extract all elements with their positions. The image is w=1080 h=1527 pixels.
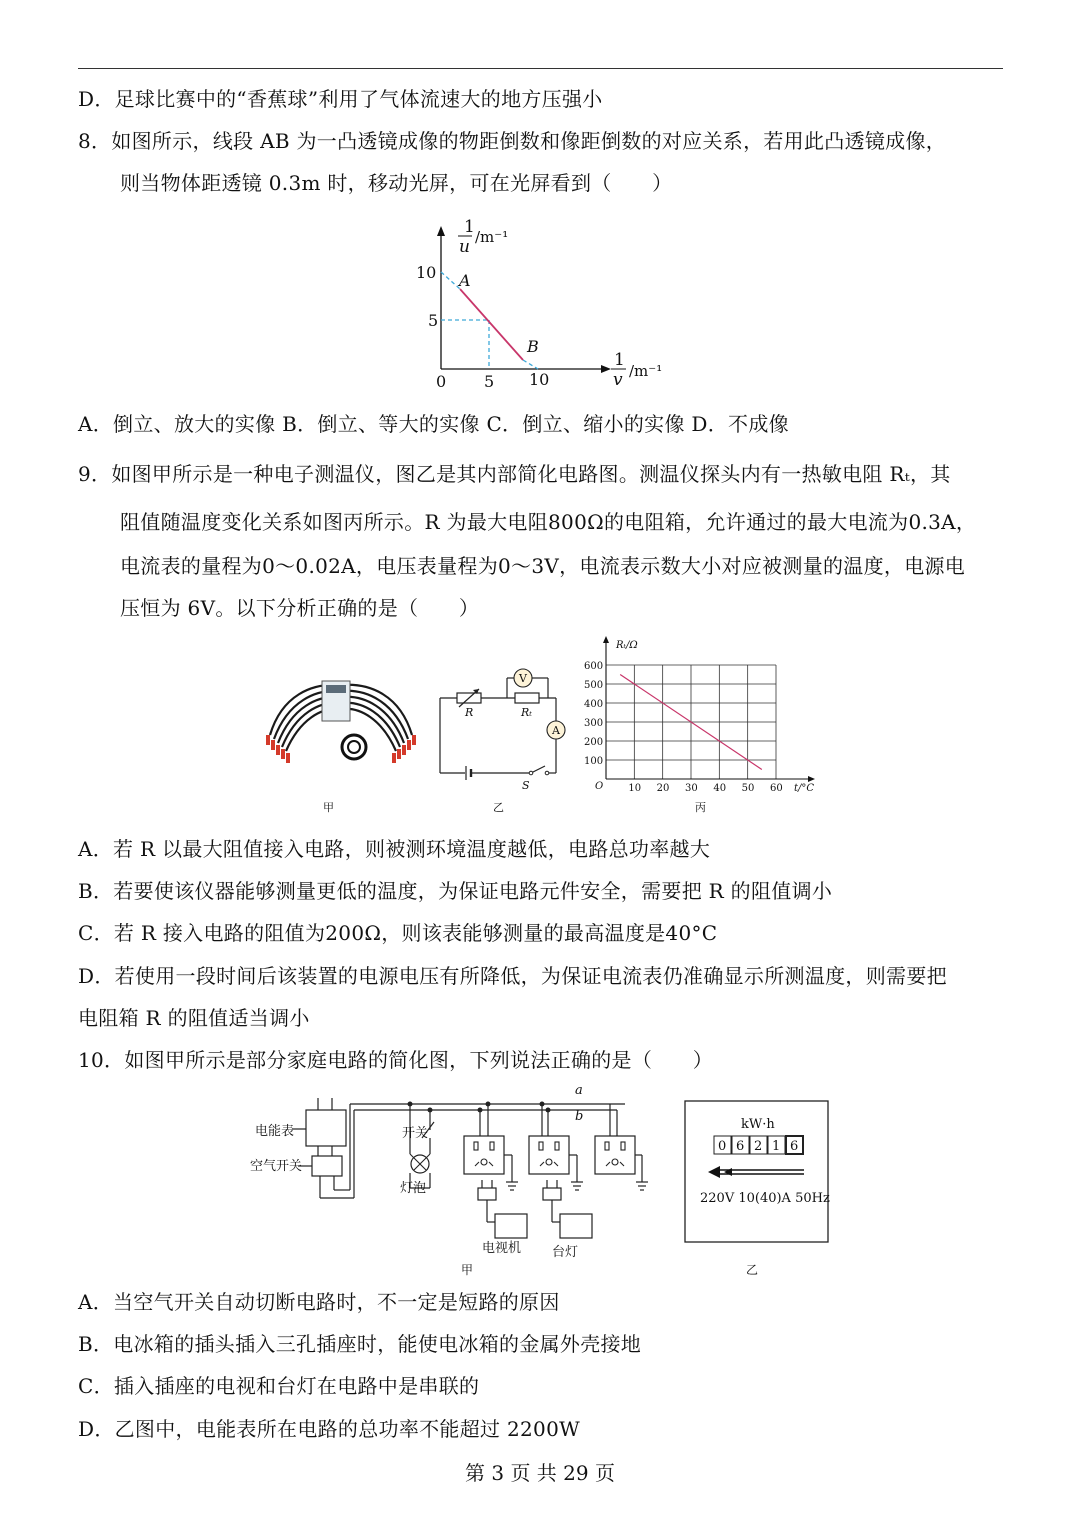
q9-option-c: C．若 R 接入电路的阻值为200Ω，则该表能够测量的最高温度是40°C [78, 921, 718, 945]
q10-option-d: D．乙图中，电能表所在电路的总功率不能超过 2200W [78, 1417, 580, 1441]
q9-option-a: A．若 R 以最大阻值接入电路，则被测环境温度越低，电路总功率越大 [78, 837, 711, 861]
breaker-label: 空气开关 [250, 1159, 303, 1174]
q9-circuit [435, 665, 575, 795]
y-axis-num: 1 [464, 217, 475, 237]
meter-unit: kW·h [741, 1117, 775, 1132]
meter-digit: 6 [790, 1139, 799, 1154]
energy-meter [684, 1100, 830, 1280]
q10-option-a: A．当空气开关自动切断电路时，不一定是短路的原因 [78, 1290, 560, 1314]
meter-digit: 1 [772, 1139, 781, 1154]
page-footer: 第 3 页 共 29 页 [465, 1461, 615, 1485]
origin-label: 0 [436, 372, 447, 391]
y-tick-label: 600 [584, 661, 604, 672]
y-tick-label: 400 [584, 699, 604, 710]
x-tick-label: 60 [770, 783, 783, 794]
x-axis-arrow [808, 776, 815, 782]
meter-digit: 2 [754, 1139, 763, 1154]
q10-option-b: B．电冰箱的插头插入三孔插座时，能使电冰箱的金属外壳接地 [78, 1332, 642, 1356]
q10-stem: 10．如图甲所示是部分家庭电路的简化图，下列说法正确的是（ ） [78, 1048, 714, 1072]
y-tick-10: 10 [416, 263, 437, 282]
fig-jia-label: 甲 [323, 801, 335, 814]
y-tick-5: 5 [428, 311, 439, 330]
tv-label: 电视机 [482, 1241, 522, 1256]
point-a-label: A [459, 271, 471, 290]
resistor-rt-label: Rₜ [521, 706, 532, 719]
x-tick-10: 10 [529, 370, 550, 389]
q9-option-d-line1: D．若使用一段时间后该装置的电源电压有所降低，为保证电流表仍准确显示所测温度，则需要把 [78, 964, 947, 988]
q9-stem-line1: 9．如图甲所示是一种电子测温仪，图乙是其内部简化电路图。测温仪探头内有一热敏电阻 Rₜ，其 [78, 462, 951, 486]
rt-temperature-chart [582, 634, 832, 799]
meter-label: 电能表 [255, 1124, 295, 1139]
x-axis-unit: /m⁻¹ [629, 362, 663, 380]
point-b-label: B [527, 337, 539, 356]
meter-digit: 0 [718, 1139, 727, 1154]
fig-bing-label: 丙 [695, 801, 707, 814]
thermometer-photo [262, 665, 422, 775]
ammeter-label: A [552, 724, 560, 737]
y-axis-arrow [603, 636, 609, 643]
q9-option-b: B．若要使该仪器能够测量更低的温度，为保证电路元件安全，需要把 R 的阻值调小 [78, 879, 833, 903]
segment-ab [460, 289, 523, 360]
q9-stem-line2: 阻值随温度变化关系如图丙所示。R 为最大电阻800Ω的电阻箱，允许通过的最大电流为0.3A， [120, 510, 977, 534]
x-tick-label: 50 [741, 783, 755, 794]
bulb-label: 灯泡 [400, 1181, 427, 1196]
chart-y-label: Rₜ/Ω [616, 640, 638, 651]
x-tick-label: 30 [685, 783, 698, 794]
x-tick-label: 20 [656, 783, 670, 794]
q8-stem-line2: 则当物体距透镜 0.3m 时，移动光屏，可在光屏看到（ ） [120, 171, 673, 195]
x-tick-label: 40 [713, 783, 727, 794]
switch-label: 开关 [402, 1126, 429, 1141]
lamp-label: 台灯 [552, 1245, 579, 1260]
q10-option-c: C．插入插座的电视和台灯在电路中是串联的 [78, 1374, 480, 1398]
q9-stem-line3: 电流表的量程为0～0.02A，电压表量程为0～3V，电流表示数大小对应被测量的温度，电源电 [120, 554, 966, 578]
y-tick-label: 200 [584, 737, 604, 748]
chart-x-label: t/°C [794, 783, 815, 794]
voltmeter-label: V [519, 672, 527, 685]
q9-option-d-line2: 电阻箱 R 的阻值适当调小 [78, 1006, 310, 1030]
fig-yi-label-q10: 乙 [746, 1263, 759, 1277]
x-tick-label: 10 [628, 783, 642, 794]
chart-origin-label: O [595, 781, 604, 792]
wire-b-label: b [575, 1109, 584, 1124]
q8-stem-line1: 8．如图所示，线段 AB 为一凸透镜成像的物距倒数和像距倒数的对应关系，若用此凸透镜成像， [78, 129, 947, 153]
fig-yi-label: 乙 [493, 801, 505, 814]
x-tick-5: 5 [484, 372, 495, 391]
meter-rating: 220V 10(40)A 50Hz [700, 1191, 830, 1206]
y-tick-label: 300 [584, 718, 604, 729]
y-tick-label: 100 [584, 756, 604, 767]
switch-s-label: S [522, 779, 530, 792]
q8-graph [400, 212, 680, 397]
x-axis-num: 1 [614, 350, 625, 370]
x-axis-den: v [613, 370, 623, 390]
wire-a-label: a [575, 1083, 583, 1098]
y-tick-label: 500 [584, 680, 604, 691]
y-axis-unit: /m⁻¹ [475, 228, 509, 246]
y-axis-den: u [459, 237, 470, 257]
fig-jia-label-q10: 甲 [461, 1263, 474, 1277]
meter-digit: 6 [736, 1139, 745, 1154]
resistor-r-label: R [465, 706, 474, 719]
q8-options: A．倒立、放大的实像 B．倒立、等大的实像 C．倒立、缩小的实像 D．不成像 [78, 412, 789, 436]
q9-stem-line4: 压恒为 6V。以下分析正确的是（ ） [120, 596, 480, 620]
header-rule [78, 68, 1003, 69]
q7-option-d: D．足球比赛中的“香蕉球”利用了气体流速大的地方压强小 [78, 87, 603, 111]
